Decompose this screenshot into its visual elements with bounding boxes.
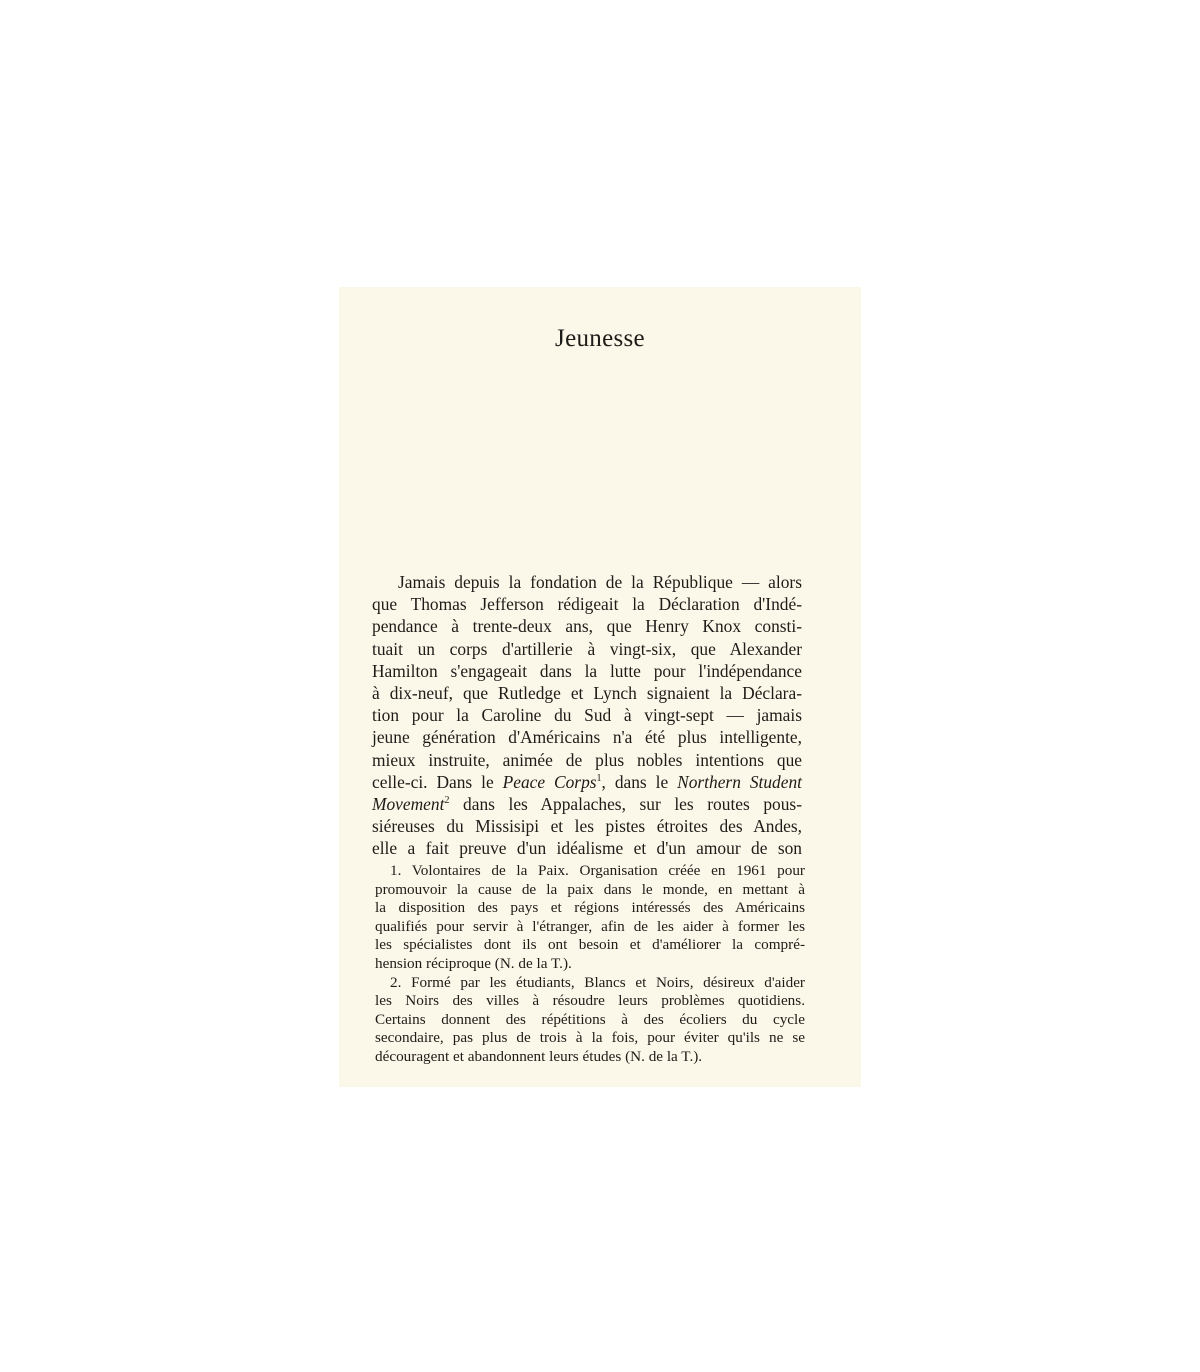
- body-line: mieux instruite, animée de plus nobles intentions que: [372, 749, 802, 770]
- footnote-line: 2. Formé par les étudiants, Blancs et Noirs, désireux d'aider: [390, 973, 805, 991]
- body-paragraph: [372, 571, 802, 860]
- footnote-line: les Noirs des villes à résoudre leurs problèmes quotidiens.: [375, 992, 805, 1010]
- italic-term-movement: Movement: [372, 794, 445, 815]
- footnotes: [375, 862, 805, 1067]
- footnote-line: 1. Volontaires de la Paix. Organisation créée en 1961 pour: [390, 862, 805, 879]
- body-line: tion pour la Caroline du Sud à vingt-sept — jamais: [372, 705, 802, 726]
- body-line: Hamilton s'engageait dans la lutte pour l'indépendance: [372, 660, 802, 681]
- body-line: que Thomas Jefferson rédigeait la Déclaration d'Indé-: [372, 594, 802, 615]
- body-line: siéreuses du Missisipi et les pistes étroites des Andes,: [372, 816, 802, 837]
- text-run: celle-ci. Dans le: [372, 771, 503, 792]
- text-run: dans les Appalaches, sur les routes pous-: [449, 794, 802, 815]
- italic-term-northern-student: Northern Student: [677, 771, 802, 792]
- footnote-ref-1: 1: [596, 773, 602, 785]
- body-line: jeune génération d'Américains n'a été plus intelligente,: [372, 727, 802, 748]
- body-line: elle a fait preuve d'un idéalisme et d'un amour de son: [372, 838, 802, 859]
- footnote-line: qualifiés pour servir à l'étranger, afin de les aider à former les: [375, 917, 805, 935]
- chapter-title: Jeunesse: [555, 325, 645, 352]
- italic-term-peace-corps: Peace Corps: [502, 771, 597, 792]
- footnote-line: découragent et abandonnent leurs études (N. de la T.).: [375, 1047, 703, 1065]
- footnote-line: la disposition des pays et régions intéressés des Américains: [375, 899, 805, 917]
- body-line: [372, 793, 802, 815]
- footnote-line: secondaire, pas plus de trois à la fois, pour éviter qu'ils ne se: [375, 1029, 805, 1047]
- body-line: pendance à trente-deux ans, que Henry Knox consti-: [372, 616, 802, 637]
- footnote-line: hension réciproque (N. de la T.).: [375, 954, 572, 972]
- footnote-line: promouvoir la cause de la paix dans le monde, en mettant à: [375, 880, 805, 898]
- body-line: tuait un corps d'artillerie à vingt-six, que Alexander: [372, 638, 802, 659]
- footnote-line: les spécialistes dont ils ont besoin et d'améliorer la compré-: [375, 936, 805, 954]
- body-line: à dix-neuf, que Rutledge et Lynch signaient la Déclara-: [372, 683, 802, 704]
- body-line: Jamais depuis la fondation de la République — alors: [398, 572, 802, 592]
- text-run: , dans le: [601, 771, 678, 792]
- footnote-ref-2: 2: [444, 795, 450, 807]
- book-page: [339, 287, 861, 1087]
- body-line: [372, 771, 802, 793]
- footnote-line: Certains donnent des répétitions à des écoliers du cycle: [375, 1010, 805, 1028]
- footnote-2: [375, 974, 805, 1067]
- footnote-1: [375, 862, 805, 974]
